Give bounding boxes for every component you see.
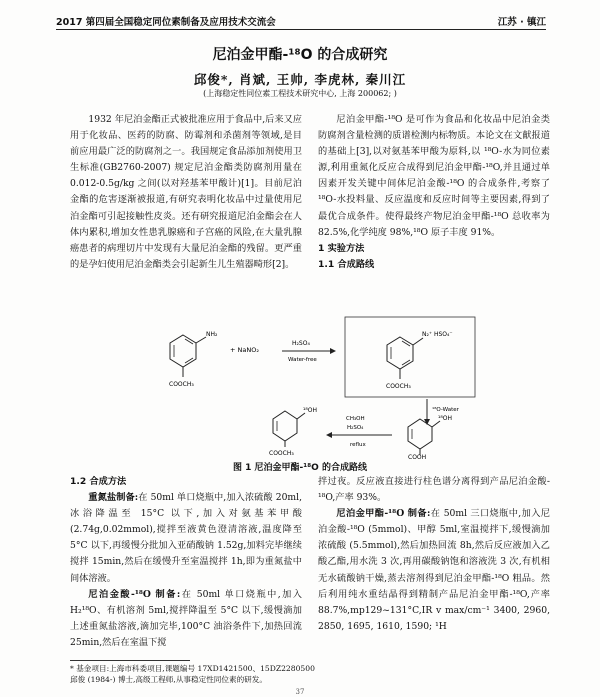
running-header <box>56 14 546 28</box>
diazonium-prep-label: 重氮盐制备: <box>88 492 139 504</box>
diazonium-molecule <box>386 331 453 390</box>
acid-prep-paragraph <box>70 587 302 651</box>
reflux-label: reflux <box>350 442 366 448</box>
funding-note: * 基金项目:上海市科委项目,课题编号 17XD1421500、15DZ2280500 <box>70 664 315 673</box>
ester-prep-text: 在 50ml 三口烧瓶中,加入尼泊金酸-¹⁸O (5mmol)、甲醇 5ml,室温搅拌下,缓慢滴加浓硫酸 (5.5mmol),然后加热回流 8h,然后反应液加入乙酸乙酯,用水洗 3 次,再用碳酸钠饱和溶液洗 3 次,有机相无水硫酸钠干燥,蒸去溶剂得到尼泊金甲酯-¹⁸O 粗品。然后利用纯水重结晶得到精制产品尼泊金甲酯-¹⁸O,产率 88.7%,mp129~131°C,IR v max/cm⁻¹ 3400, 2960, 2850, 1695, 1610, 1590; ¹H <box>318 508 550 632</box>
acid-prep-text: 在 50ml 单口烧瓶中,加入 H₂¹⁸O、有机溶剂 5ml,搅拌降温至 5°C 以下,缓慢滴加上述重氮盐溶液,滴加完毕,100°C 油浴条件下,加热回流 25min,然后在室温下搅 <box>70 588 302 648</box>
reaction-arrow-3-head <box>326 432 332 438</box>
diazonium-prep-text: 在 50ml 单口烧瓶中,加入浓硫酸 20ml,冰浴降温至 15°C 以下,加入对氨基苯甲酸(2.74g,0.02mmol),搅拌至液黄色澄清溶液,温度降至 5°C 以下,再缓慢分批加入亚硝酸钠 1.52g,加料完毕继续搅拌 15min,然后在缓慢升至室温搅拌 1h,即为重氮盐中间体溶液。 <box>70 492 302 584</box>
acid-prep-label: 尼泊金酸-¹⁸O 制备: <box>88 588 181 600</box>
hydroxybenzoic-acid-molecule <box>408 415 452 459</box>
author-list: 邱俊*, 肖斌, 王帅, 李虎林, 秦川江 <box>193 72 407 87</box>
product-hydroxyl-label: ¹⁸OH <box>303 407 318 414</box>
sulfuric-label: H₂SO₄ <box>347 425 364 431</box>
amine-label: NH₂ <box>206 331 218 338</box>
ester-prep-paragraph <box>318 506 550 635</box>
section-heading-route: 1.1 合成路线 <box>318 258 375 270</box>
acid-prep-continued: 拌过夜。反应液直接进行柱色谱分离得到产品尼泊金酸-¹⁸O,产率 93%。 <box>318 476 550 504</box>
diazonium-label: N₂⁺ HSO₄⁻ <box>422 331 453 338</box>
conference-location: 江苏 · 镇江 <box>497 17 546 28</box>
hydroxyl-label: ¹⁸OH <box>438 415 453 422</box>
intro-paragraph: 1932 年尼泊金酯正式被批准应用于食品中,后来又应用于化妆品、医药的防腐、防霉剂和杀菌剂等领域,是目前应用最广泛的防腐剂之一。我国规定食品添加剂使用卫生标准(GB2760-2007) 规定尼泊金酯类防腐剂用量在 0.012-0.5g/kg 之间(以对羟基苯甲酸计)[1]。目前尼泊金酯的危害逐渐被报道,有研究表明化妆品中过量使用尼泊金酯可引起接触性皮炎。还有研究报道尼泊金酯会在人体内累积,增加女性患乳腺癌和子宫癌的风险,在大量乳腺癌患者的病理切片中发现有大量尼泊金酯的残留。更严重的是孕妇使用尼泊金酯类会引起新生儿生殖器畸形[2]。 <box>70 114 302 270</box>
methods-right-column <box>318 474 550 635</box>
diazonium-prep-paragraph <box>70 490 302 587</box>
footnote-rule <box>70 660 190 661</box>
ester-label: COOCH₃ <box>169 381 194 388</box>
footnote <box>70 663 550 685</box>
nitrite-label: + NaNO₂ <box>230 346 259 354</box>
ester-prep-label: 尼泊金甲酯-¹⁸O 制备: <box>336 508 431 520</box>
reaction-arrow-1-head <box>330 348 336 354</box>
abstract-paragraph: 尼泊金甲酯-¹⁸O 是可作为食品和化妆品中尼泊金类防腐剂含量检测的质谱检测内标物质。本论文在文献报道的基础上[3],以对氨基苯甲酸为原料,以 ¹⁸O-水为同位素源,利用重氮化反应合成得到尼泊金甲酯-¹⁸O,并且通过单因素开发关键中间体尼泊金酸-¹⁸O 的合成条件,考察了 ¹⁸O-水投料量、反应温度和反应时间等主要因素,得到了最优合成条件。使得最终产物尼泊金甲酯-¹⁸O 总收率为 82.5%,化学纯度 98%,¹⁸O 原子丰度 91%。 <box>318 114 550 238</box>
affiliation: (上海稳定性同位素工程技术研究中心, 上海 200062; ) <box>203 89 397 98</box>
product-ester-label: COOCH₃ <box>269 450 294 457</box>
synthesis-scheme <box>70 307 550 459</box>
carboxyl-label: COOH <box>408 454 427 459</box>
ester-label-2: COOCH₃ <box>386 383 411 390</box>
aminobenzoate-molecule <box>169 331 218 388</box>
header-rule <box>56 29 546 30</box>
condition-label-1: Water-free <box>288 357 317 363</box>
section-heading-methods: 1 实验方法 <box>318 242 365 254</box>
acid-reagent-label: H₂SO₄ <box>292 340 310 347</box>
figure-caption: 图 1 尼泊金甲酯-¹⁸O 的合成路线 <box>233 463 367 473</box>
section-heading-synthesis: 1.2 合成方法 <box>70 476 127 487</box>
methylparaben-molecule <box>269 407 317 457</box>
methods-left-column <box>70 474 302 651</box>
paper-title: 尼泊金甲酯-¹⁸O 的合成研究 <box>212 47 388 63</box>
water-reagent-label: ¹⁸O-Water <box>432 407 459 413</box>
intro-right-column <box>318 112 550 273</box>
intro-left-column <box>70 112 302 273</box>
page-number: 37 <box>295 688 305 696</box>
conference-name: 2017 第四届全国稳定同位素制备及应用技术交流会 <box>56 17 276 28</box>
author-bio: 邱俊 (1984-) 博士,高级工程师,从事稳定性同位素的研发。 <box>70 675 267 684</box>
methanol-label: CH₃OH <box>346 416 365 422</box>
